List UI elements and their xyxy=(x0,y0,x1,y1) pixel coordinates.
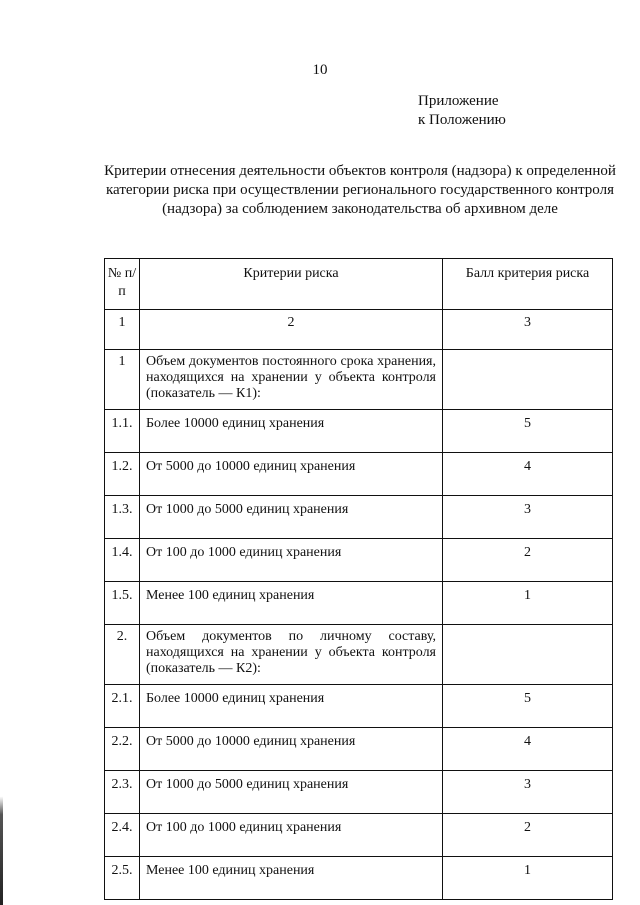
row-criterion: Объем документов по личному составу, находящихся на хранении у объекта контроля (показатель — К2): xyxy=(140,625,443,685)
row-number: 2.5. xyxy=(105,857,140,900)
row-number: 1 xyxy=(105,350,140,410)
appendix-caption xyxy=(418,92,506,130)
table-row xyxy=(105,410,613,453)
header-number: № п/п xyxy=(105,259,140,310)
table-row xyxy=(105,582,613,625)
row-criterion: Менее 100 единиц хранения xyxy=(140,582,443,625)
page-number: 10 xyxy=(312,62,328,78)
table-row xyxy=(105,685,613,728)
table-row xyxy=(105,771,613,814)
row-score: 3 xyxy=(443,771,613,814)
row-score: 3 xyxy=(443,496,613,539)
row-score: 2 xyxy=(443,814,613,857)
table-row xyxy=(105,814,613,857)
row-number: 2.3. xyxy=(105,771,140,814)
row-number: 1.2. xyxy=(105,453,140,496)
row-number: 2. xyxy=(105,625,140,685)
row-score: 2 xyxy=(443,539,613,582)
appendix-line-1: Приложение xyxy=(418,93,499,109)
table-row xyxy=(105,453,613,496)
row-criterion: От 1000 до 5000 единиц хранения xyxy=(140,496,443,539)
header-score: Балл критерия риска xyxy=(443,259,613,310)
row-score: 1 xyxy=(443,582,613,625)
row-criterion: От 100 до 1000 единиц хранения xyxy=(140,539,443,582)
row-criterion: От 5000 до 10000 единиц хранения xyxy=(140,453,443,496)
row-number: 2.1. xyxy=(105,685,140,728)
row-score: 1 xyxy=(443,857,613,900)
column-number: 3 xyxy=(443,310,613,350)
row-score xyxy=(443,625,613,685)
row-score: 5 xyxy=(443,410,613,453)
row-criterion: От 5000 до 10000 единиц хранения xyxy=(140,728,443,771)
column-number-row xyxy=(105,310,613,350)
table-row xyxy=(105,496,613,539)
row-score xyxy=(443,350,613,410)
row-score: 5 xyxy=(443,685,613,728)
row-criterion: От 1000 до 5000 единиц хранения xyxy=(140,771,443,814)
row-number: 1.1. xyxy=(105,410,140,453)
appendix-line-2: к Положению xyxy=(418,112,506,128)
column-number: 2 xyxy=(140,310,443,350)
row-number: 2.4. xyxy=(105,814,140,857)
row-number: 1.3. xyxy=(105,496,140,539)
row-criterion: От 100 до 1000 единиц хранения xyxy=(140,814,443,857)
row-criterion: Более 10000 единиц хранения xyxy=(140,410,443,453)
header-criterion: Критерии риска xyxy=(140,259,443,310)
scan-edge xyxy=(0,0,3,905)
table-row xyxy=(105,625,613,685)
table-row xyxy=(105,857,613,900)
row-criterion: Менее 100 единиц хранения xyxy=(140,857,443,900)
table-header-row xyxy=(105,259,613,310)
column-number: 1 xyxy=(105,310,140,350)
table-row xyxy=(105,350,613,410)
document-title: Критерии отнесения деятельности объектов контроля (надзора) к определенной категории риска при осуществлении регионального государственного контроля (надзора) за соблюдением законодательства об архивном деле xyxy=(104,163,616,217)
row-score: 4 xyxy=(443,453,613,496)
row-score: 4 xyxy=(443,728,613,771)
row-number: 2.2. xyxy=(105,728,140,771)
table-row xyxy=(105,728,613,771)
row-number: 1.4. xyxy=(105,539,140,582)
row-criterion: Более 10000 единиц хранения xyxy=(140,685,443,728)
row-criterion: Объем документов постоянного срока хранения, находящихся на хранении у объекта контроля (показатель — К1): xyxy=(140,350,443,410)
risk-criteria-table xyxy=(104,258,613,900)
table-row xyxy=(105,539,613,582)
row-number: 1.5. xyxy=(105,582,140,625)
